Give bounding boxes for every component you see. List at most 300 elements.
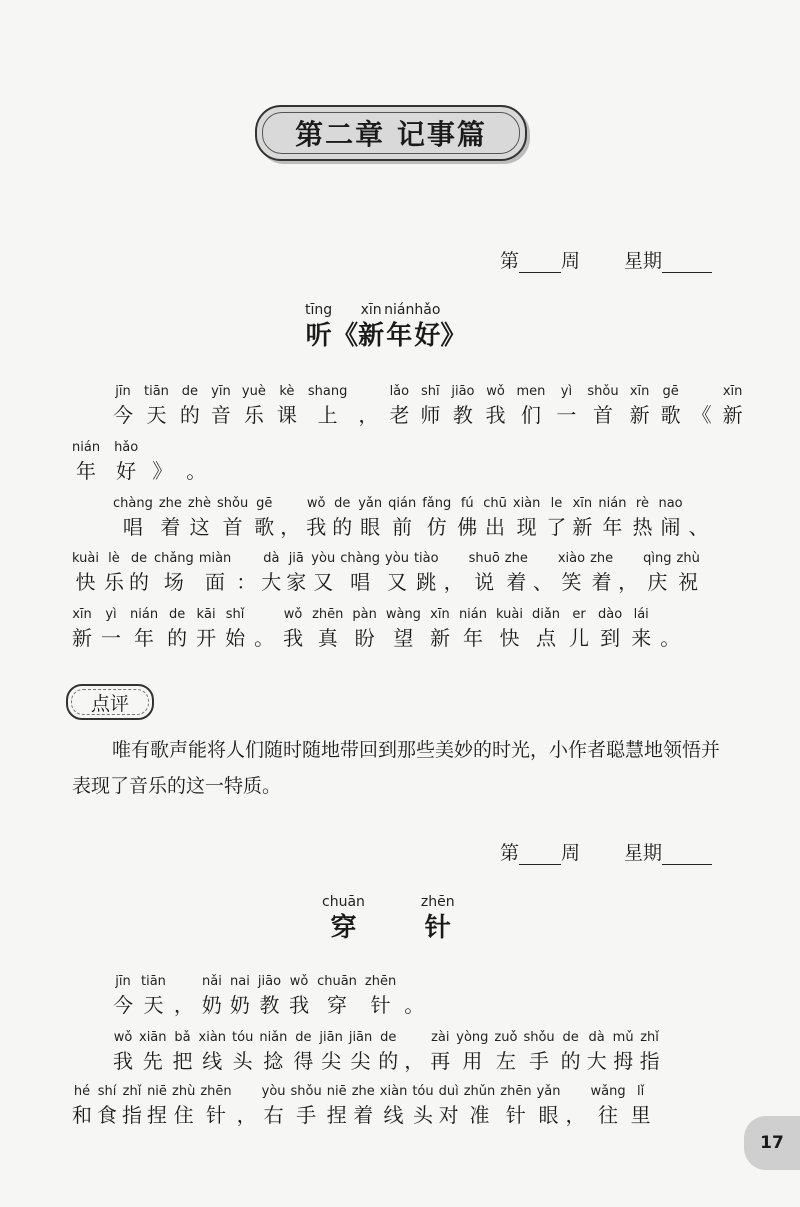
hanzi: 年 <box>134 626 155 650</box>
week-prefix: 第 <box>499 250 519 272</box>
pinyin-char-unit <box>386 607 421 653</box>
hanzi: 热 <box>632 515 653 539</box>
pinyin-char-unit <box>537 1084 561 1130</box>
story1-title <box>305 302 466 354</box>
week-prefix: 第 <box>499 842 519 864</box>
hanzi: ， <box>358 403 379 427</box>
hanzi: 用 <box>462 1049 483 1073</box>
pinyin: wǒ <box>486 384 505 399</box>
hanzi: 食 <box>97 1103 117 1127</box>
pinyin: lái <box>633 607 649 622</box>
pinyin-char-unit <box>561 1030 581 1076</box>
story1-line-1 <box>113 384 743 430</box>
pinyin: shǒu <box>290 1084 322 1099</box>
hanzi: 家 <box>286 570 307 594</box>
pinyin: zài <box>431 1030 450 1045</box>
hanzi: 说 <box>474 570 495 594</box>
pinyin-char-unit <box>523 1030 554 1076</box>
pinyin-char-unit <box>104 551 124 597</box>
pinyin: nǎi <box>202 974 222 989</box>
pinyin-char-unit <box>225 607 245 653</box>
hanzi: ， <box>565 1103 586 1127</box>
pinyin-char-unit <box>259 1030 287 1076</box>
pinyin: niē <box>147 1084 167 1099</box>
pinyin-char-unit <box>640 1030 660 1076</box>
pinyin: tiān <box>141 974 166 989</box>
hanzi: 捏 <box>147 1103 167 1127</box>
pinyin: zhēn <box>364 974 397 989</box>
hanzi: 新 <box>72 626 92 650</box>
pinyin-char-unit <box>565 1084 585 1130</box>
hanzi: 前 <box>392 515 413 539</box>
pinyin-char-unit <box>546 496 566 542</box>
pinyin: xīn <box>572 496 593 511</box>
pinyin-char-unit <box>72 440 100 486</box>
pinyin: zhēn <box>500 1084 532 1099</box>
hanzi: 线 <box>383 1103 404 1127</box>
pinyin: jiān <box>319 1030 343 1045</box>
pinyin: wǒ <box>113 1030 133 1045</box>
pinyin: de <box>380 1030 397 1045</box>
hanzi: 穿 <box>330 913 357 943</box>
pinyin: yòng <box>456 1030 489 1045</box>
pinyin-char-unit <box>464 1084 496 1130</box>
pinyin-char-unit <box>572 496 592 542</box>
pinyin: hǎo <box>114 440 139 455</box>
hanzi: 跳 <box>416 570 437 594</box>
pinyin: shǒu <box>216 496 249 511</box>
pinyin: diǎn <box>531 607 561 622</box>
chapter-title: 第二章 记事篇 <box>295 118 487 151</box>
hanzi: 线 <box>202 1049 223 1073</box>
hanzi: 好 <box>414 321 441 351</box>
pinyin: wǒ <box>306 496 326 511</box>
pinyin: qìng <box>643 551 672 566</box>
pinyin-char-unit <box>500 1084 531 1130</box>
hanzi: 今 <box>113 993 133 1017</box>
hanzi: 奶 <box>229 993 250 1017</box>
hanzi: 音 <box>210 403 231 427</box>
pinyin-char-unit <box>414 551 439 597</box>
hanzi: 的 <box>179 403 200 427</box>
hanzi: 尖 <box>350 1049 371 1073</box>
pinyin-char-unit <box>147 1084 167 1130</box>
pinyin: niē <box>326 1084 347 1099</box>
hanzi: 手 <box>529 1049 550 1073</box>
hanzi: 又 <box>386 570 407 594</box>
hanzi: 大 <box>261 570 282 594</box>
hanzi: 笑 <box>561 570 582 594</box>
hanzi: ， <box>173 993 194 1017</box>
hanzi: 。 <box>660 626 681 650</box>
pinyin: shuō <box>468 551 500 566</box>
pinyin-char-unit <box>327 1084 347 1130</box>
pinyin: nián <box>598 496 627 511</box>
hanzi: 快 <box>75 570 96 594</box>
hanzi: 往 <box>598 1103 619 1127</box>
pinyin: jiān <box>348 1030 373 1045</box>
pinyin-char-unit <box>305 302 332 354</box>
pinyin: kè <box>279 384 295 399</box>
pinyin: jīn <box>115 974 131 989</box>
pinyin-char-unit <box>172 1084 195 1130</box>
pinyin-char-unit <box>280 496 300 542</box>
hanzi: 我 <box>289 993 310 1017</box>
pinyin: yòu <box>311 551 336 566</box>
hanzi: 捏 <box>326 1103 347 1127</box>
pinyin-char-unit <box>517 384 546 430</box>
hanzi: 教 <box>452 403 473 427</box>
pinyin-char-unit <box>199 551 231 597</box>
pinyin-char-unit <box>412 1084 433 1130</box>
pinyin: zhǔn <box>463 1084 496 1099</box>
pinyin-char-unit <box>630 384 650 430</box>
hanzi: 儿 <box>569 626 590 650</box>
hanzi: ， <box>404 1049 425 1073</box>
pinyin: nai <box>230 974 250 989</box>
pinyin: yǎn <box>358 496 383 511</box>
pinyin-char-unit <box>590 1084 625 1130</box>
pinyin: yǎn <box>536 1084 561 1099</box>
hanzi: 住 <box>173 1103 194 1127</box>
pinyin: shǒu <box>523 1030 555 1045</box>
hanzi: 着 <box>160 515 181 539</box>
hanzi: 上 <box>317 403 338 427</box>
pinyin-char-unit <box>122 1084 142 1130</box>
pinyin-char-unit <box>319 1030 342 1076</box>
pinyin: de <box>562 1030 579 1045</box>
hanzi: 。 <box>404 993 425 1017</box>
pinyin: wǒ <box>283 607 303 622</box>
hanzi: 捻 <box>263 1049 284 1073</box>
pinyin-char-unit <box>286 551 306 597</box>
hanzi: 眼 <box>538 1103 559 1127</box>
hanzi: 老 <box>389 403 410 427</box>
review-text: 唯有歌声能将人们随时随地带回到那些美妙的时光，小作者聪慧地领悟并表现了音乐的这一特质。 <box>72 739 721 797</box>
pinyin: yīn <box>211 384 231 399</box>
pinyin-char-unit <box>230 974 250 1020</box>
hanzi: 头 <box>232 1049 253 1073</box>
pinyin: xīn <box>629 384 650 399</box>
hanzi: 年 <box>462 626 483 650</box>
week-suffix: 周 <box>560 250 580 272</box>
pinyin-char-unit <box>385 551 409 597</box>
pinyin-char-unit <box>618 551 638 597</box>
pinyin-char-unit <box>72 1084 92 1130</box>
pinyin-char-unit <box>404 1030 424 1076</box>
pinyin: yòu <box>261 1084 286 1099</box>
story2-line-1 <box>113 974 424 1020</box>
hanzi: 祝 <box>678 570 699 594</box>
hanzi: 课 <box>276 403 297 427</box>
pinyin-char-unit <box>186 440 206 486</box>
pinyin: jiā <box>288 551 304 566</box>
pinyin-char-unit <box>332 496 352 542</box>
pinyin-char-unit <box>532 607 560 653</box>
pinyin: rè <box>635 496 649 511</box>
week-line-1 <box>500 246 712 273</box>
pinyin: jīn <box>115 384 131 399</box>
pinyin: de <box>168 607 186 622</box>
pinyin: xīn <box>360 302 382 318</box>
pinyin-char-unit <box>72 607 92 653</box>
pinyin: zhè <box>187 496 211 511</box>
pinyin-char-unit <box>317 974 357 1020</box>
pinyin-char-unit <box>200 1084 231 1130</box>
pinyin: gē <box>662 384 679 399</box>
pinyin-char-unit <box>365 974 396 1020</box>
pinyin-char-unit <box>306 496 326 542</box>
pinyin-char-unit <box>590 551 613 597</box>
hanzi: 了 <box>546 515 567 539</box>
pinyin-char-unit <box>723 384 743 430</box>
pinyin-char-unit <box>643 551 671 597</box>
pinyin-char-unit <box>459 607 487 653</box>
pinyin-char-unit <box>496 607 523 653</box>
pinyin: shī <box>421 384 440 399</box>
pinyin-char-unit <box>152 440 172 486</box>
weekday-blank <box>662 844 712 865</box>
hanzi: 年 <box>76 459 97 483</box>
pinyin: zhù <box>676 551 700 566</box>
hanzi: 的 <box>332 515 353 539</box>
pinyin: zhe <box>158 496 182 511</box>
pinyin: xīn <box>72 607 92 622</box>
pinyin-char-unit <box>430 607 450 653</box>
hanzi: 场 <box>163 570 184 594</box>
page-number: 17 <box>744 1116 800 1170</box>
hanzi: 新 <box>722 403 743 427</box>
hanzi: 准 <box>469 1103 490 1127</box>
hanzi: 里 <box>630 1103 651 1127</box>
hanzi: 庆 <box>647 570 668 594</box>
review-badge <box>66 684 154 720</box>
pinyin: gē <box>256 496 273 511</box>
weekday-blank <box>662 252 712 273</box>
pinyin: tiào <box>413 551 439 566</box>
pinyin: nao <box>658 496 683 511</box>
hanzi: 新 <box>429 626 450 650</box>
hanzi: 唱 <box>122 515 143 539</box>
hanzi: 天 <box>143 993 164 1017</box>
pinyin: kuài <box>496 607 523 622</box>
hanzi: 先 <box>142 1049 163 1073</box>
hanzi: 》 <box>440 321 467 351</box>
pinyin-char-unit <box>159 496 182 542</box>
pinyin: chàng <box>113 496 153 511</box>
pinyin: shang <box>307 384 348 399</box>
hanzi: 来 <box>631 626 652 650</box>
hanzi: 尖 <box>321 1049 342 1073</box>
pinyin-char-unit <box>236 551 256 597</box>
pinyin-char-unit <box>173 1030 193 1076</box>
hanzi: 乐 <box>243 403 264 427</box>
hanzi: 教 <box>259 993 280 1017</box>
hanzi: 佛 <box>457 515 478 539</box>
pinyin: xīn <box>430 607 450 622</box>
pinyin: lǎo <box>389 384 410 399</box>
hanzi: 再 <box>430 1049 451 1073</box>
hanzi: 年 <box>386 321 413 351</box>
pinyin-char-unit <box>469 551 500 597</box>
pinyin-char-unit <box>232 1030 253 1076</box>
pinyin-char-unit <box>558 551 585 597</box>
hanzi: 唱 <box>350 570 371 594</box>
pinyin-char-unit <box>456 1030 488 1076</box>
hanzi: 乐 <box>103 570 124 594</box>
pinyin-char-unit <box>352 1084 375 1130</box>
hanzi: 首 <box>593 403 614 427</box>
hanzi: 现 <box>516 515 537 539</box>
pinyin-char-unit <box>113 496 153 542</box>
pinyin-char-unit <box>692 384 712 430</box>
pinyin: de <box>334 496 351 511</box>
pinyin-char-unit <box>660 607 680 653</box>
pinyin: xiàn <box>512 496 541 511</box>
pinyin-char-unit <box>444 551 464 597</box>
pinyin: yòu <box>385 551 409 566</box>
pinyin-char-unit <box>340 551 380 597</box>
pinyin-char-unit <box>388 496 416 542</box>
pinyin-char-unit <box>389 384 409 430</box>
pinyin-char-unit <box>439 1084 459 1130</box>
hanzi: 新 <box>629 403 650 427</box>
hanzi: 、 <box>688 515 709 539</box>
pinyin-char-unit <box>332 302 358 354</box>
pinyin: shǐ <box>225 607 245 622</box>
pinyin: de <box>130 551 148 566</box>
pinyin-char-unit <box>420 384 440 430</box>
pinyin-char-unit <box>97 1084 117 1130</box>
pinyin-char-unit <box>258 974 281 1020</box>
pinyin-char-unit <box>349 1030 372 1076</box>
pinyin-char-unit <box>242 384 266 430</box>
pinyin: tóu <box>412 1084 434 1099</box>
hanzi: 到 <box>600 626 621 650</box>
hanzi: 、 <box>532 570 553 594</box>
pinyin-char-unit <box>289 974 309 1020</box>
pinyin: niǎn <box>259 1030 288 1045</box>
pinyin: qián <box>388 496 417 511</box>
pinyin: men <box>516 384 546 399</box>
hanzi: 望 <box>393 626 414 650</box>
hanzi: 首 <box>222 515 243 539</box>
hanzi: 穿 <box>327 993 347 1017</box>
story2-line-2 <box>113 1030 660 1076</box>
hanzi: 出 <box>485 515 506 539</box>
pinyin: wǒ <box>289 974 309 989</box>
pinyin-char-unit <box>262 1084 286 1130</box>
pinyin-char-unit <box>631 1084 651 1130</box>
pinyin: nián <box>458 607 487 622</box>
pinyin: kāi <box>196 607 216 622</box>
pinyin: shí <box>97 1084 117 1099</box>
pinyin: tiān <box>144 384 169 399</box>
hanzi: 一 <box>556 403 577 427</box>
pinyin-char-unit <box>598 607 622 653</box>
pinyin-char-unit <box>261 551 281 597</box>
hanzi: 年 <box>602 515 623 539</box>
pinyin-char-unit <box>404 974 424 1020</box>
story1-line-5 <box>72 607 680 653</box>
pinyin-char-unit <box>414 302 440 354</box>
hanzi: 指 <box>639 1049 660 1073</box>
hanzi: 新 <box>358 321 385 351</box>
pinyin: yuè <box>241 384 266 399</box>
hanzi: 始 <box>225 626 246 650</box>
hanzi: 我 <box>283 626 304 650</box>
pinyin: zhēn <box>200 1084 232 1099</box>
story1-line-2 <box>72 440 206 486</box>
pinyin: jiāo <box>451 384 475 399</box>
hanzi: 针 <box>424 913 451 943</box>
pinyin-char-unit <box>451 384 474 430</box>
pinyin-char-unit <box>677 551 700 597</box>
pinyin: zhǐ <box>122 1084 142 1099</box>
weekday-label: 星期 <box>623 250 662 272</box>
pinyin-char-unit <box>494 1030 517 1076</box>
pinyin-char-unit <box>556 384 576 430</box>
hanzi: 闹 <box>660 515 681 539</box>
pinyin: hé <box>73 1084 91 1099</box>
pinyin-char-unit <box>312 607 343 653</box>
pinyin: pàn <box>352 607 377 622</box>
pinyin-char-unit <box>483 496 507 542</box>
pinyin-char-unit <box>188 496 211 542</box>
pinyin: shǒu <box>587 384 619 399</box>
hanzi: 的 <box>167 626 188 650</box>
pinyin: xiàn <box>198 1030 227 1045</box>
pinyin-char-unit <box>358 384 378 430</box>
hanzi: 仿 <box>426 515 447 539</box>
pinyin: fú <box>460 496 474 511</box>
pinyin-char-unit <box>144 384 169 430</box>
hanzi: 的 <box>560 1049 581 1073</box>
pinyin: le <box>550 496 563 511</box>
hanzi: 头 <box>412 1103 433 1127</box>
hanzi: 。 <box>186 459 207 483</box>
review-badge-label: 点评 <box>90 692 129 715</box>
pinyin: chuān <box>317 974 357 989</box>
pinyin: yì <box>105 607 117 622</box>
pinyin-char-unit <box>139 1030 167 1076</box>
pinyin: zhēn <box>312 607 344 622</box>
pinyin-char-unit <box>167 607 187 653</box>
pinyin: zhēn <box>420 894 455 910</box>
hanzi: 我 <box>306 515 327 539</box>
hanzi: 新 <box>572 515 593 539</box>
pinyin-char-unit <box>533 551 553 597</box>
hanzi: 一 <box>101 626 121 650</box>
pinyin-char-unit <box>378 1030 398 1076</box>
pinyin-char-unit <box>254 607 274 653</box>
pinyin: tīng <box>305 302 333 318</box>
pinyin-char-unit <box>422 496 451 542</box>
pinyin: tóu <box>232 1030 254 1045</box>
pinyin: zhe <box>590 551 614 566</box>
pinyin-char-unit <box>254 496 274 542</box>
hanzi: 针 <box>370 993 391 1017</box>
hanzi: 我 <box>113 1049 133 1073</box>
hanzi: 得 <box>293 1049 314 1073</box>
pinyin: kuài <box>72 551 99 566</box>
pinyin-char-unit <box>129 551 149 597</box>
hanzi: 。 <box>254 626 275 650</box>
hanzi: 着 <box>353 1103 374 1127</box>
pinyin: zhe <box>504 551 528 566</box>
pinyin: xīn <box>722 384 743 399</box>
weekday-label: 星期 <box>623 842 662 864</box>
